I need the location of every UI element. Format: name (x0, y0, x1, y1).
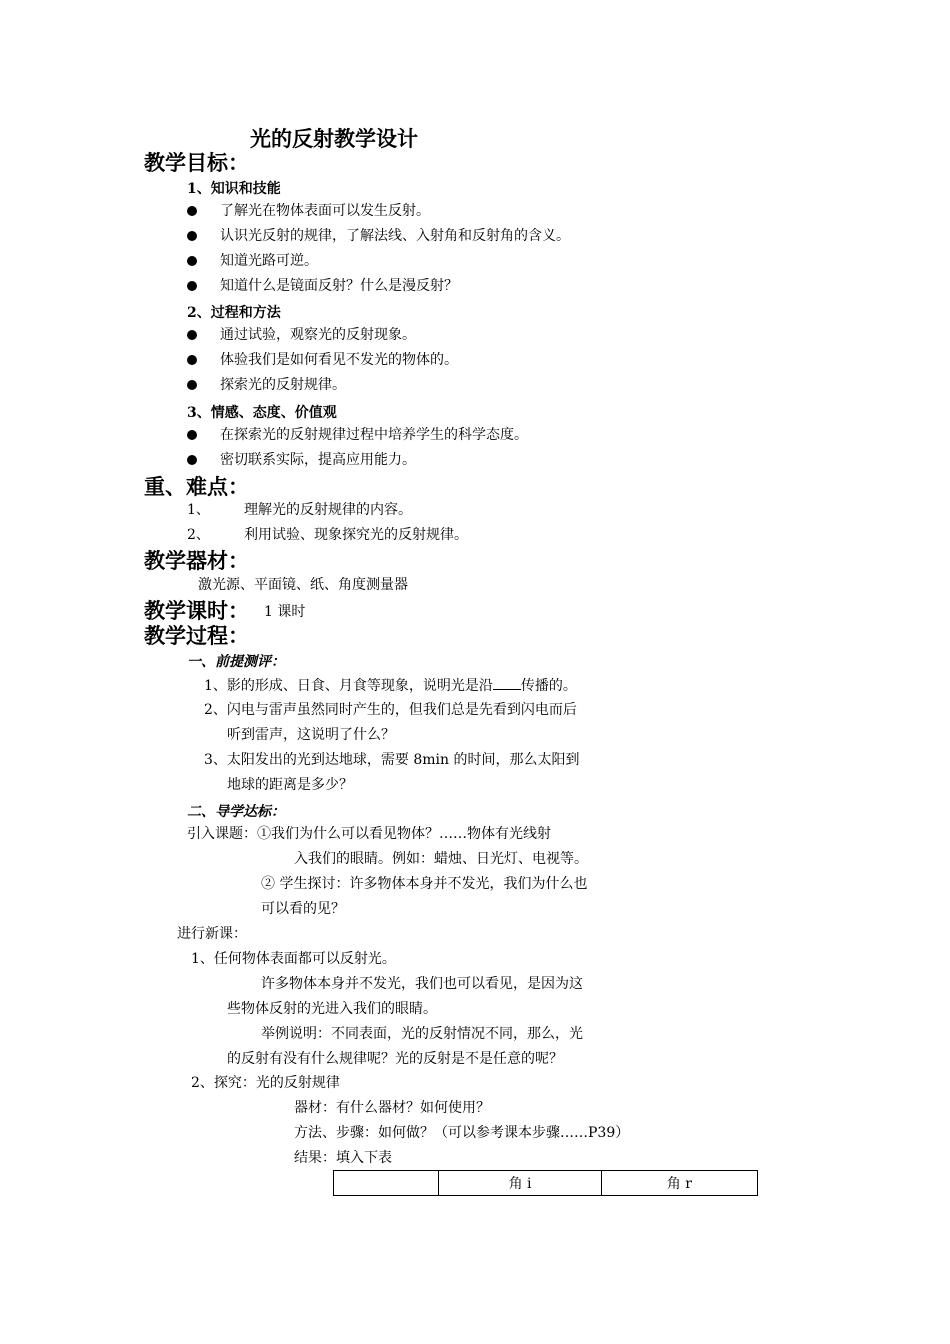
section-heading-materials: 教学器材： (144, 548, 249, 573)
step-2-heading: 2、探究：光的反射规律 (191, 1075, 340, 1091)
bullet-icon (187, 380, 197, 390)
document-title: 光的反射教学设计 (250, 126, 418, 151)
section-heading-hours: 教学课时： (144, 598, 249, 623)
table-row (334, 1171, 758, 1196)
list-item: 知道光路可逆。 (220, 253, 318, 269)
intro-line-2: 入我们的眼睛。例如：蜡烛、日光灯、电视等。 (294, 851, 588, 867)
pretest-question-1 (204, 675, 577, 696)
list-item: 探索光的反射规律。 (220, 377, 346, 393)
step-2-method: 方法、步骤：如何做？（可以参考课本步骤……P39） (294, 1125, 630, 1141)
list-item: 了解光在物体表面可以发生反射。 (220, 203, 430, 219)
intro-line-1: 引入课题：①我们为什么可以看见物体？……物体有光线射 (187, 826, 551, 842)
numbered-item-text: 理解光的反射规律的内容。 (244, 502, 412, 518)
pretest-question-3-line-2: 地球的距离是多少？ (227, 777, 353, 793)
bullet-icon (187, 455, 197, 465)
list-item: 知道什么是镜面反射？什么是漫反射？ (220, 278, 458, 294)
list-item: 体验我们是如何看见不发光的物体的。 (220, 352, 458, 368)
subheading-knowledge: 1、知识和技能 (187, 181, 281, 197)
numbered-item-number: 2、 (187, 527, 210, 543)
fill-in-blank (493, 675, 521, 690)
hours-text: 1 课时 (264, 604, 306, 620)
list-item: 通过试验，观察光的反射现象。 (220, 327, 416, 343)
list-item: 在探索光的反射规律过程中培养学生的科学态度。 (220, 427, 528, 443)
pretest-question-2-line-1: 2、闪电与雷声虽然同时产生的，但我们总是先看到闪电而后 (204, 702, 577, 718)
step-1-line-3: 举例说明：不同表面，光的反射情况不同，那么，光 (261, 1026, 583, 1042)
section-heading-goals: 教学目标： (144, 150, 249, 175)
step-1-line-1: 许多物体本身并不发光，我们也可以看见，是因为这 (261, 976, 583, 992)
new-lesson-label: 进行新课： (177, 926, 247, 942)
intro-line-3: ② 学生探讨：许多物体本身并不发光，我们为什么也 (261, 876, 588, 892)
bullet-icon (187, 330, 197, 340)
bullet-icon (187, 231, 197, 241)
subheading-emotion: 3、情感、态度、价值观 (187, 405, 337, 421)
step-2-result: 结果：填入下表 (294, 1150, 392, 1166)
subheading-process: 2、过程和方法 (187, 305, 281, 321)
numbered-item-text: 利用试验、现象探究光的反射规律。 (244, 527, 468, 543)
step-1-heading: 1、任何物体表面都可以反射光。 (191, 951, 396, 967)
result-table (333, 1170, 758, 1196)
step-1-line-4: 的反射有没有什么规律呢？光的反射是不是任意的呢？ (227, 1051, 563, 1067)
bullet-icon (187, 355, 197, 365)
bullet-icon (187, 281, 197, 291)
bullet-icon (187, 256, 197, 266)
table-cell (334, 1171, 439, 1196)
table-cell: 角 r (601, 1171, 757, 1196)
step-1-line-2: 些物体反射的光进入我们的眼睛。 (227, 1001, 437, 1017)
pretest-q1-after-blank: 传播的。 (520, 678, 577, 694)
materials-text: 激光源、平面镜、纸、角度测量器 (198, 577, 408, 593)
section-heading-process: 教学过程： (144, 623, 249, 648)
pretest-q1-before-blank: 1、影的形成、日食、月食等现象，说明光是沿 (204, 678, 493, 694)
pretest-question-2-line-2: 听到雷声，这说明了什么？ (227, 727, 395, 743)
list-item: 认识光反射的规律，了解法线、入射角和反射角的含义。 (220, 228, 570, 244)
pretest-question-3-line-1: 3、太阳发出的光到达地球，需要 8min 的时间，那么太阳到 (204, 752, 580, 768)
bullet-icon (187, 430, 197, 440)
section-heading-key-points: 重、难点： (144, 474, 249, 499)
intro-line-4: 可以看的见？ (261, 901, 345, 917)
subheading-pretest: 一、前提测评： (187, 654, 285, 670)
subheading-guide: 二、导学达标： (187, 804, 285, 820)
list-item: 密切联系实际，提高应用能力。 (220, 452, 416, 468)
numbered-item-number: 1、 (187, 502, 210, 518)
bullet-icon (187, 206, 197, 216)
table-cell: 角 i (439, 1171, 601, 1196)
step-2-equipment: 器材：有什么器材？如何使用？ (294, 1100, 490, 1116)
